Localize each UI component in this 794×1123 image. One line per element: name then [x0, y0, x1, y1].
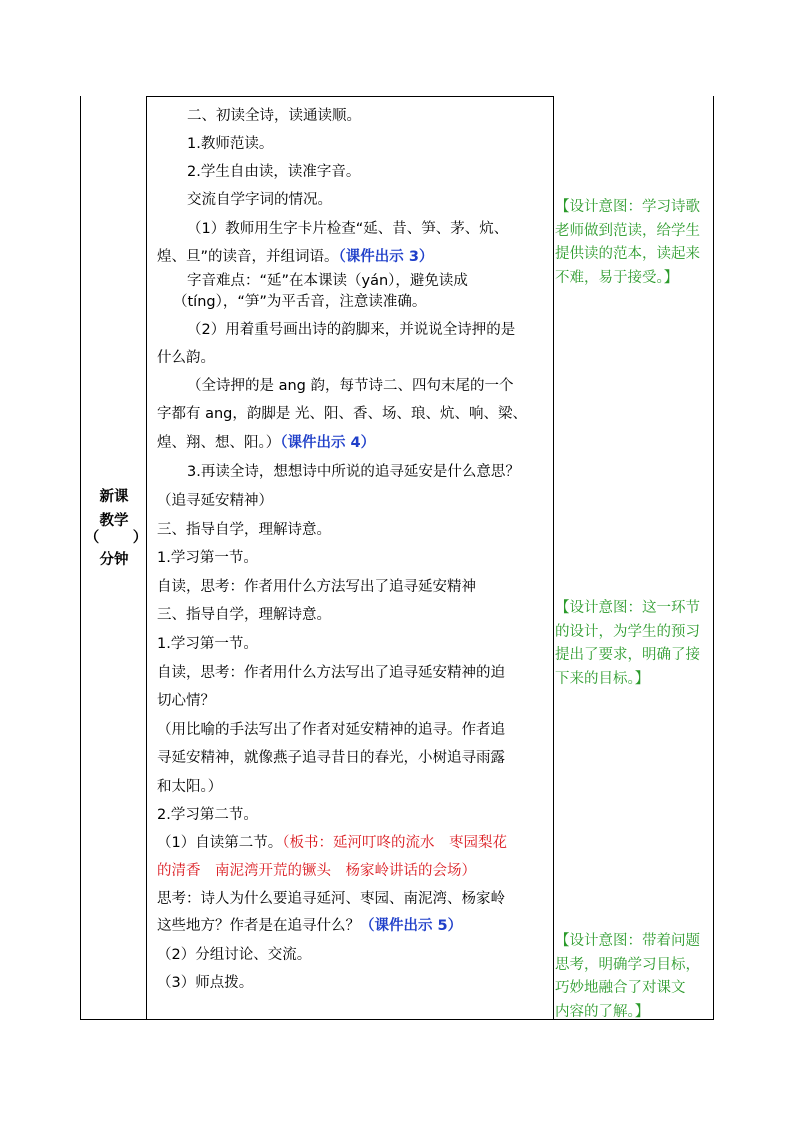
content-line	[157, 635, 258, 653]
content-line	[157, 549, 258, 567]
content-text: 1.学习第一节。	[157, 636, 258, 652]
content-line	[157, 349, 215, 367]
content-line	[157, 692, 215, 710]
content-text: 煌、旦”的读音，并组词语。	[157, 249, 339, 265]
content-line	[157, 578, 476, 596]
section-label-line4: 分钟	[99, 552, 129, 568]
board-note: （板书：延河叮咚的流水 枣园梨花	[282, 835, 507, 851]
content-text: 3.再读全诗，想想诗中所说的追寻延安是什么意思？	[187, 464, 520, 480]
content-text: 三、指导自学，理解诗意。	[157, 522, 331, 538]
content-text: （1）自读第二节。	[157, 835, 283, 851]
content-text: （3）师点拨。	[157, 975, 254, 991]
content-text: 2.学生自由读，读准字音。	[187, 164, 361, 180]
content-text: （1）教师用生字卡片检查“延、昔、笋、茅、炕、	[187, 221, 509, 237]
content-line	[157, 749, 505, 767]
content-line	[187, 377, 514, 395]
table-border-col2	[553, 96, 554, 1020]
design-note-line: 提供读的范本，读起来	[555, 246, 700, 262]
content-line	[157, 974, 253, 992]
courseware-ref: （课件出示 5）	[360, 918, 463, 934]
content-line	[187, 163, 360, 181]
content-text: （2）分组讨论、交流。	[157, 947, 312, 963]
content-line	[157, 778, 222, 796]
content-line	[157, 248, 433, 266]
content-line	[187, 272, 468, 290]
design-note-line: 思考，明确学习目标，	[555, 956, 700, 973]
courseware-ref: （课件出示 4）	[280, 435, 376, 451]
table-border-left	[80, 96, 81, 1020]
design-note-line: 提出了要求，明确了接	[555, 647, 700, 663]
content-line	[187, 220, 508, 238]
content-line	[157, 606, 331, 624]
content-text: 什么韵。	[157, 350, 215, 366]
content-line	[157, 862, 476, 880]
content-text: 和太阳。）	[157, 779, 223, 795]
design-note-line: 不难，易于接受。】	[555, 269, 679, 286]
content-line	[157, 664, 505, 682]
content-text: 1.学习第一节。	[157, 550, 258, 566]
design-note-line: 【设计意图：带着问题	[555, 933, 700, 949]
content-text: 这些地方？作者是在追寻什么？	[157, 918, 360, 934]
content-text: 思考：诗人为什么要追寻延河、枣园、南泥湾、杨家岭	[157, 891, 505, 907]
content-text: 二、初读全诗，读通读顺。	[187, 108, 361, 124]
content-line	[157, 834, 507, 852]
content-line	[157, 492, 273, 510]
section-label-paren-open: （	[84, 530, 100, 546]
content-text: （2）用着重号画出诗的韵脚来，并说说全诗押的是	[187, 322, 516, 338]
content-line	[157, 405, 527, 423]
design-note-line: 【设计意图：学习诗歌	[555, 199, 700, 215]
content-text: 字都有 ang，韵脚是 光、阳、香、场、琅、炕、响、梁、	[157, 406, 527, 422]
content-text: 2.学习第二节。	[157, 807, 258, 823]
content-line	[157, 521, 331, 539]
content-text: 字音难点：“延”在本课读（yán），避免读成	[187, 273, 468, 289]
design-note-line: 巧妙地融合了对课文	[555, 980, 686, 996]
content-line	[157, 946, 311, 964]
content-line	[157, 806, 258, 824]
board-note: 的清香 南泥湾开荒的镢头 杨家岭讲话的会场）	[157, 863, 476, 879]
content-text: 1.教师范读。	[187, 136, 274, 152]
content-text: （tíng），“笋”为平舌音，注意读准确。	[173, 294, 427, 310]
courseware-ref: （课件出示 3）	[338, 249, 434, 265]
design-note-line: 的设计，为学生的预习	[555, 623, 700, 640]
content-line	[187, 191, 332, 209]
section-label-line2: 教学	[99, 513, 129, 529]
design-note-line: 内容的了解。】	[555, 1003, 650, 1020]
content-line	[187, 107, 361, 125]
design-note-line: 【设计意图：这一环节	[555, 600, 700, 616]
content-text: （全诗押的是 ang 韵，每节诗二、四句末尾的一个	[187, 378, 514, 394]
content-text: 自读，思考：作者用什么方法写出了追寻延安精神的迫	[157, 665, 505, 681]
content-text: 自读，思考：作者用什么方法写出了追寻延安精神	[157, 579, 476, 595]
content-line	[187, 135, 273, 153]
content-line	[173, 293, 426, 311]
content-line	[157, 721, 505, 739]
table-border-right	[713, 96, 714, 1020]
content-text: 寻延安精神，就像燕子追寻昔日的春光，小树追寻雨露	[157, 750, 505, 766]
content-text: （追寻延安精神）	[157, 493, 273, 509]
section-label-line1: 新课	[99, 489, 129, 505]
content-text: 切心情？	[157, 693, 215, 709]
content-line	[187, 321, 515, 339]
content-line	[187, 463, 520, 481]
content-text: 煌、翔、想、阳。）	[157, 435, 281, 451]
section-label-paren-close: ）	[132, 530, 148, 546]
content-text: （用比喻的手法写出了作者对延安精神的追寻。作者追	[157, 722, 505, 738]
design-note-line: 老师做到范读，给学生	[555, 222, 700, 239]
table-border-top-inner	[146, 96, 553, 97]
content-line	[157, 434, 375, 452]
design-note-line: 下来的目标。】	[555, 670, 650, 687]
content-line	[157, 917, 462, 935]
content-line	[157, 890, 505, 908]
content-text: 交流自学字词的情况。	[187, 192, 332, 208]
table-border-col1	[146, 96, 147, 1020]
content-text: 三、指导自学，理解诗意。	[157, 607, 331, 623]
